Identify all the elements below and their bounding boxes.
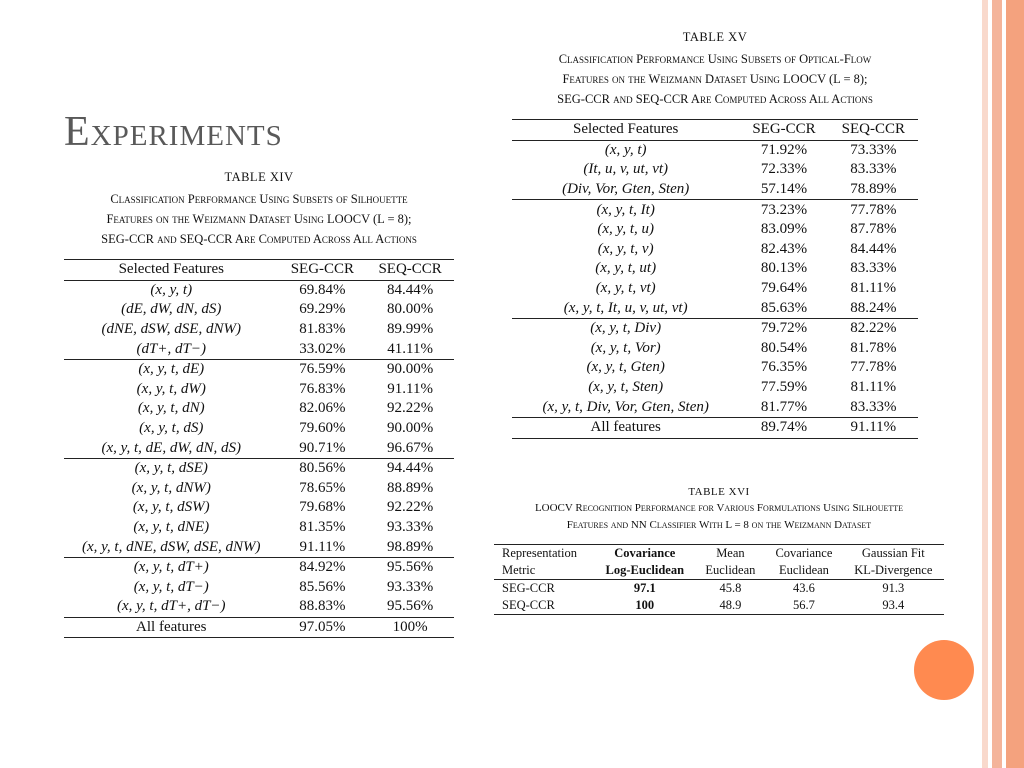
seg-ccr-cell: 79.64% [760,280,808,297]
header-line: Euclidean [778,563,829,577]
seq-ccr-cell: 73.33% [850,141,897,158]
row-group [512,318,918,417]
feature-cell: (x, y, t, v) [597,240,654,257]
row-group [512,417,918,438]
seg-ccr-cell: 82.06% [299,400,346,417]
row-group [512,140,918,200]
table-row [512,397,918,417]
caption-line: Features on the Weizmann Dataset Using LOOCV (L = 8); [106,212,412,226]
column-header [843,545,944,580]
seg-ccr-cell: 83.09% [760,221,808,238]
feature-cell: (Div, Vor, Gten, Sten) [562,181,690,198]
row-group [64,359,454,458]
seg-ccr-cell: 78.65% [299,479,346,496]
column-header: SEQ-CCR [378,261,442,278]
formulations-table [494,544,944,615]
seq-ccr-cell: 41.11% [387,340,433,357]
feature-cell: All features [136,618,207,635]
feature-cell: (x, y, t, dSE) [134,460,208,477]
table-row [512,358,918,378]
feature-cell: (x, y, t, dE) [138,361,205,378]
feature-cell: (x, y, t, It, u, v, ut, vt) [563,299,688,316]
seq-ccr-cell: 84.44% [850,240,897,257]
feature-cell: (dT+, dT−) [136,340,206,357]
feature-cell: (dE, dW, dN, dS) [121,301,222,318]
feature-cell: (x, y, t, dSW) [132,499,210,516]
value-cell: 93.4 [882,598,905,612]
table-row [64,380,454,400]
table-row [512,279,918,299]
feature-cell: (It, u, v, ut, vt) [583,161,669,178]
feature-cell: (x, y, t, dS) [139,420,204,437]
caption-line: LOOCV Recognition Performance for Various Formulations Using Silhouette [534,502,904,514]
table-row [64,498,454,518]
results-table [512,119,918,439]
seq-ccr-cell: 88.89% [387,479,434,496]
seq-ccr-cell: 92.22% [387,400,434,417]
header-line: Mean [716,546,745,560]
table-row [512,180,918,200]
seg-ccr-cell: 76.59% [299,361,346,378]
seg-ccr-cell: 77.59% [760,379,808,396]
seq-ccr-cell: 81.78% [850,339,897,356]
seq-ccr-cell: 95.56% [387,559,434,576]
seg-ccr-cell: 79.72% [760,320,808,337]
feature-cell: (x, y, t, dT+) [133,559,209,576]
table-row [494,580,944,598]
seq-ccr-cell: 77.78% [850,201,897,218]
column-header [594,545,696,580]
table-row [64,458,454,478]
caption-line: Features and NN Classifier With L = 8 on the Weizmann Dataset [566,519,872,531]
table-xvi-block [494,486,944,615]
feature-cell: (x, y, t, dNW) [131,479,211,496]
table-row [494,597,944,615]
metric-cell: SEG-CCR [502,581,555,595]
seg-ccr-cell: 79.68% [299,499,346,516]
seg-ccr-cell: 80.56% [299,460,346,477]
table-caption [64,189,454,249]
header-line: Euclidean [705,563,756,577]
header-line: Log-Euclidean [605,563,685,577]
feature-cell: (x, y, t, u) [597,221,654,238]
row-group [512,200,918,319]
table-xiv-block [64,170,454,638]
table-row [64,597,454,617]
feature-cell: (x, y, t, Sten) [588,379,664,396]
seq-ccr-cell: 90.00% [387,420,434,437]
seq-ccr-cell: 81.11% [850,379,897,396]
seg-ccr-cell: 80.54% [760,339,808,356]
column-header: SEG-CCR [290,261,355,278]
table-row [64,557,454,577]
column-header [494,545,594,580]
seq-ccr-cell: 83.33% [850,398,897,415]
value-cell: 43.6 [793,581,815,595]
value-cell: 45.8 [719,581,742,595]
table-row [64,419,454,439]
seq-ccr-cell: 93.33% [387,519,434,536]
caption-line: SEG-CCR and SEQ-CCR Are Computed Across All Actions [101,232,417,246]
table-caption [494,500,944,534]
seg-ccr-cell: 81.35% [299,519,346,536]
seq-ccr-cell: 95.56% [387,598,434,615]
table-header-row [64,260,454,281]
table-label: TABLE XVI [688,486,750,498]
seq-ccr-cell: 90.00% [387,361,434,378]
caption-line: Classification Performance Using Subsets of Silhouette [110,192,408,206]
metric-cell: SEQ-CCR [502,598,555,612]
seq-ccr-cell: 83.33% [850,260,897,277]
feature-cell: (x, y, t, vt) [595,280,656,297]
seg-ccr-cell: 73.23% [760,201,808,218]
seq-ccr-cell: 78.89% [850,181,897,198]
row-group [64,280,454,359]
table-row [512,378,918,398]
table-row [64,359,454,379]
table-header-row [512,120,918,141]
value-cell: 48.9 [719,598,742,612]
seg-ccr-cell: 72.33% [760,161,808,178]
header-line: KL-Divergence [854,563,933,577]
seg-ccr-cell: 71.92% [760,141,808,158]
feature-cell: (x, y, t, dE, dW, dN, dS) [101,439,241,456]
table-row [64,617,454,638]
value-cell: 56.7 [793,598,815,612]
table-row [512,298,918,318]
seq-ccr-cell: 80.00% [387,301,434,318]
table-row [64,438,454,458]
table-row [512,220,918,240]
table-row [64,518,454,538]
seq-ccr-cell: 82.22% [850,320,897,337]
table-row [512,318,918,338]
seq-ccr-cell: 96.67% [387,439,434,456]
feature-cell: (x, y, t, ut) [595,260,657,277]
seq-ccr-cell: 87.78% [850,221,897,238]
table-row [64,280,454,300]
seg-ccr-cell: 85.63% [760,299,808,316]
seg-ccr-cell: 76.83% [299,380,346,397]
feature-cell: (x, y, t, dNE) [133,519,210,536]
seq-ccr-cell: 77.78% [850,359,897,376]
seg-ccr-cell: 57.14% [760,181,808,198]
seg-ccr-cell: 97.05% [299,618,346,635]
feature-cell: (x, y, t, dN) [137,400,205,417]
header-line: Metric [502,563,536,577]
table-label: TABLE XV [682,30,748,44]
table-label: TABLE XIV [224,170,294,184]
header-line: Covariance [614,546,676,560]
feature-cell: (x, y, t, dW) [136,380,206,397]
feature-cell: (x, y, t, dNE, dSW, dSE, dNW) [81,538,261,555]
seg-ccr-cell: 90.71% [299,439,346,456]
table-row [64,479,454,499]
seq-ccr-cell: 81.11% [850,280,897,297]
caption-line: SEG-CCR and SEQ-CCR Are Computed Across All Actions [557,92,873,106]
feature-cell: (x, y, t) [150,281,193,298]
seg-ccr-cell: 89.74% [760,419,808,436]
decorative-circle [914,640,974,700]
feature-cell: (x, y, t) [604,141,647,158]
seq-ccr-cell: 88.24% [850,299,897,316]
feature-cell: (x, y, t, Vor) [590,339,661,356]
results-table [64,259,454,638]
table-row [512,200,918,220]
row-group [64,617,454,638]
seq-ccr-cell: 98.89% [387,538,434,555]
seq-ccr-cell: 93.33% [387,578,434,595]
table-row [64,578,454,598]
seg-ccr-cell: 84.92% [299,559,346,576]
row-group [64,557,454,617]
column-header: SEQ-CCR [841,121,906,138]
table-row [64,300,454,320]
value-cell: 91.3 [882,581,905,595]
feature-cell: (x, y, t, Gten) [586,359,665,376]
table-row [64,537,454,557]
value-cell: 97.1 [633,581,656,595]
value-cell: 100 [635,598,655,612]
seq-ccr-cell: 84.44% [387,281,434,298]
seg-ccr-cell: 81.77% [760,398,808,415]
header-line: Covariance [775,546,833,560]
table-row [64,320,454,340]
table-row [512,160,918,180]
caption-line: Classification Performance Using Subsets of Optical-Flow [558,52,872,66]
feature-cell: All features [590,419,661,436]
decorative-stripes [982,0,1024,768]
seg-ccr-cell: 82.43% [760,240,808,257]
seq-ccr-cell: 83.33% [850,161,897,178]
seq-ccr-cell: 92.22% [387,499,434,516]
seg-ccr-cell: 76.35% [760,359,808,376]
feature-cell: (x, y, t, dT+, dT−) [116,598,226,615]
seg-ccr-cell: 80.13% [760,260,808,277]
seg-ccr-cell: 69.84% [299,281,346,298]
feature-cell: (x, y, t, Div) [590,320,662,337]
seg-ccr-cell: 81.83% [299,321,346,338]
column-header: Selected Features [118,261,224,278]
column-header [765,545,842,580]
table-row [64,339,454,359]
seq-ccr-cell: 100% [392,618,428,635]
seg-ccr-cell: 69.29% [299,301,346,318]
table-header-row [494,545,944,580]
table-row [512,140,918,160]
header-line: Representation [502,546,577,560]
row-group [64,458,454,557]
seg-ccr-cell: 85.56% [299,578,346,595]
column-header: SEG-CCR [752,121,816,138]
seg-ccr-cell: 88.83% [299,598,346,615]
seg-ccr-cell: 33.02% [299,340,346,357]
table-row [64,399,454,419]
feature-cell: (dNE, dSW, dSE, dNW) [101,321,241,338]
slide-title: Experiments [64,109,283,155]
seq-ccr-cell: 91.11% [387,380,433,397]
table-row [512,417,918,438]
header-line: Gaussian Fit [861,546,925,560]
seg-ccr-cell: 91.11% [299,538,346,555]
caption-line: Features on the Weizmann Dataset Using LOOCV (L = 8); [562,72,868,86]
table-row [512,259,918,279]
table-caption [512,49,918,109]
feature-cell: (x, y, t, It) [596,201,655,218]
column-header: Selected Features [572,121,679,138]
feature-cell: (x, y, t, dT−) [133,578,209,595]
table-row [512,339,918,359]
seq-ccr-cell: 94.44% [387,460,434,477]
table-row [512,240,918,260]
seg-ccr-cell: 79.60% [299,420,346,437]
column-header [696,545,766,580]
table-xv-block [512,30,918,439]
seq-ccr-cell: 89.99% [387,321,434,338]
feature-cell: (x, y, t, Div, Vor, Gten, Sten) [542,398,709,415]
seq-ccr-cell: 91.11% [850,419,897,436]
